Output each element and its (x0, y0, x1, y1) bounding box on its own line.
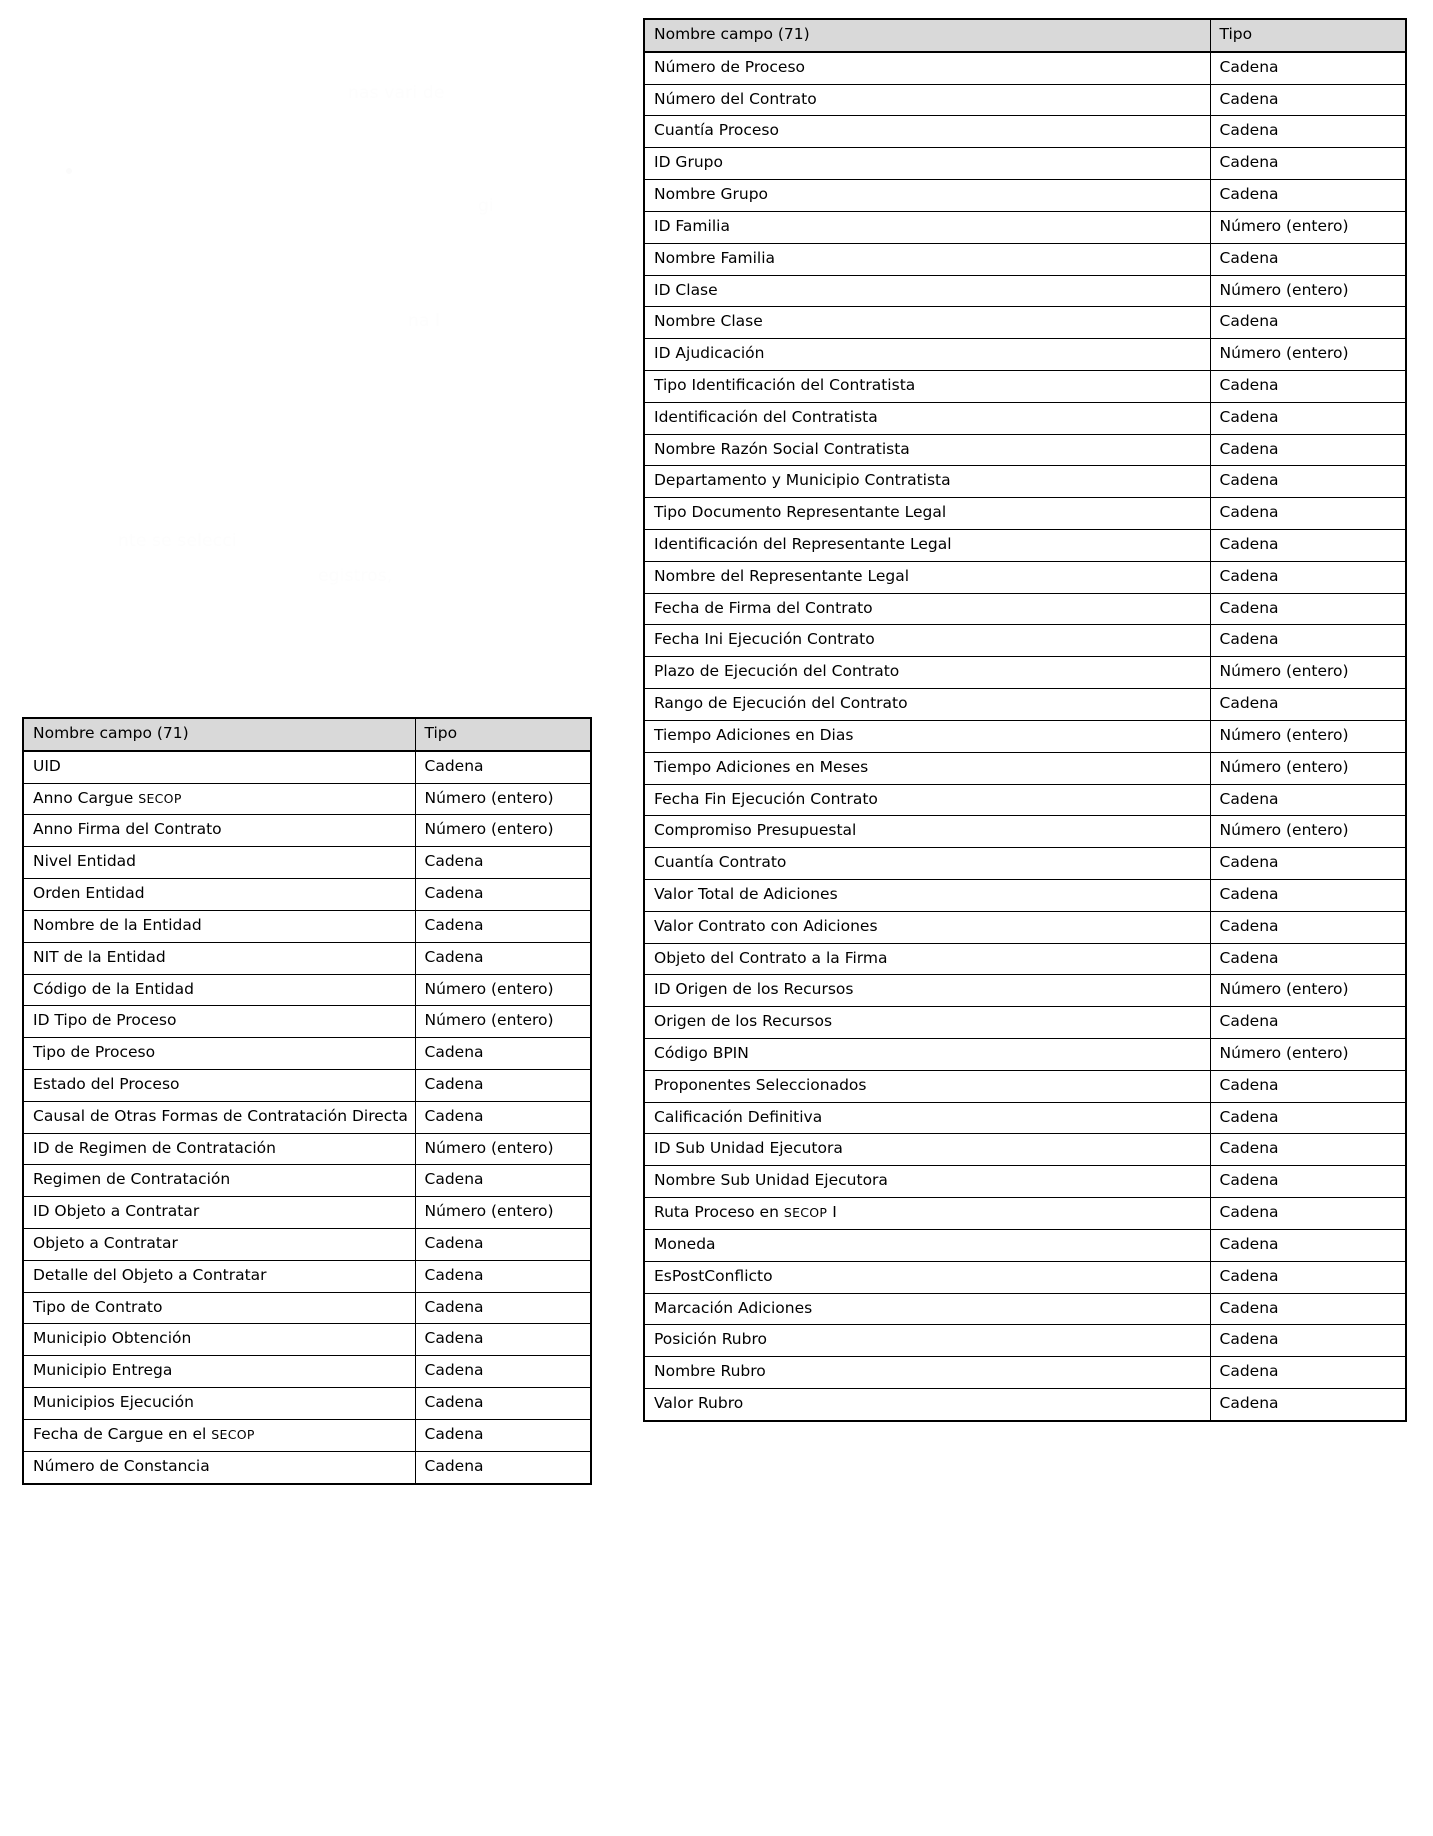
field-name-cell: Objeto a Contratar (23, 1229, 415, 1261)
table-row (23, 974, 591, 1006)
field-name-cell: Estado del Proceso (23, 1069, 415, 1101)
faded-text-line: na l (408, 311, 441, 331)
field-type-cell: Cadena (1210, 689, 1406, 721)
faded-text-line: nte se selecci (118, 531, 237, 551)
faded-background-text (28, 0, 603, 690)
field-name-cell: Cuantía Proceso (644, 116, 1210, 148)
table-row (23, 1197, 591, 1229)
field-type-cell: Número (entero) (1210, 657, 1406, 689)
field-name-cell: Nombre Clase (644, 307, 1210, 339)
field-type-cell: Cadena (415, 1260, 591, 1292)
table-row (23, 1069, 591, 1101)
field-name-cell: Detalle del Objeto a Contratar (23, 1260, 415, 1292)
field-name-cell: Fecha de Firma del Contrato (644, 593, 1210, 625)
table-row (644, 370, 1406, 402)
faded-text-line: egistros, (318, 566, 393, 586)
table-row (23, 1006, 591, 1038)
field-name-cell: ID Objeto a Contratar (23, 1197, 415, 1229)
field-type-cell: Cadena (415, 1165, 591, 1197)
field-type-cell: Cadena (1210, 498, 1406, 530)
table-row (23, 942, 591, 974)
table-header-row (644, 19, 1406, 52)
field-type-cell: Cadena (1210, 911, 1406, 943)
table-row (23, 879, 591, 911)
field-name-cell: Valor Rubro (644, 1388, 1210, 1420)
field-name-cell: Nombre de la Entidad (23, 910, 415, 942)
field-type-cell: Número (entero) (415, 1197, 591, 1229)
field-name-cell: Tiempo Adiciones en Dias (644, 720, 1210, 752)
field-type-cell: Cadena (415, 1101, 591, 1133)
right-field-table (643, 18, 1407, 1422)
field-type-cell: Cadena (1210, 848, 1406, 880)
table-row (23, 1356, 591, 1388)
field-type-cell: Cadena (1210, 84, 1406, 116)
field-name-cell: Nivel Entidad (23, 847, 415, 879)
field-type-cell: Cadena (1210, 1198, 1406, 1230)
left-field-table (22, 717, 592, 1485)
field-name-cell: Tipo Identificación del Contratista (644, 370, 1210, 402)
table-row (644, 561, 1406, 593)
column-header-tipo: Tipo (415, 718, 591, 751)
field-name-cell: Número de Proceso (644, 52, 1210, 84)
table-row (644, 84, 1406, 116)
field-name-cell: Objeto del Contrato a la Firma (644, 943, 1210, 975)
field-type-cell: Cadena (1210, 625, 1406, 657)
faded-text-line: gi (478, 196, 494, 216)
table-row (644, 180, 1406, 212)
table-row (23, 1038, 591, 1070)
field-name-cell: Valor Total de Adiciones (644, 879, 1210, 911)
field-type-cell: Cadena (415, 1229, 591, 1261)
field-type-cell: Número (entero) (415, 783, 591, 815)
table-row (644, 52, 1406, 84)
table-row (644, 911, 1406, 943)
field-name-cell: Código BPIN (644, 1039, 1210, 1071)
field-name-cell: EsPostConflicto (644, 1261, 1210, 1293)
table-row (644, 1198, 1406, 1230)
field-type-cell: Cadena (1210, 1134, 1406, 1166)
field-type-cell: Cadena (415, 1451, 591, 1483)
field-type-cell: Cadena (1210, 879, 1406, 911)
field-name-cell: Tipo Documento Representante Legal (644, 498, 1210, 530)
table-row (644, 1039, 1406, 1071)
field-name-cell: Nombre Familia (644, 243, 1210, 275)
table-row (644, 752, 1406, 784)
table-row (23, 1451, 591, 1483)
table-row (644, 816, 1406, 848)
left-table-head (23, 718, 591, 751)
field-type-cell: Cadena (1210, 530, 1406, 562)
table-row (644, 498, 1406, 530)
field-type-cell: Cadena (1210, 1102, 1406, 1134)
field-type-cell: Cadena (415, 1324, 591, 1356)
field-type-cell: Cadena (1210, 784, 1406, 816)
table-row (644, 1293, 1406, 1325)
table-row (644, 1261, 1406, 1293)
table-row (644, 689, 1406, 721)
field-type-cell: Número (entero) (1210, 339, 1406, 371)
table-row (644, 243, 1406, 275)
field-type-cell: Cadena (1210, 434, 1406, 466)
table-row (644, 1070, 1406, 1102)
field-name-cell: Compromiso Presupuestal (644, 816, 1210, 848)
table-row (23, 783, 591, 815)
field-name-cell: Calificación Definitiva (644, 1102, 1210, 1134)
field-type-cell: Cadena (1210, 1007, 1406, 1039)
field-type-cell: Cadena (1210, 1293, 1406, 1325)
field-name-cell: Número de Constancia (23, 1451, 415, 1483)
field-name-cell: UID (23, 751, 415, 783)
field-name-cell: Identificación del Representante Legal (644, 530, 1210, 562)
field-name-cell: Municipios Ejecución (23, 1388, 415, 1420)
table-row (644, 1166, 1406, 1198)
field-name-cell: NIT de la Entidad (23, 942, 415, 974)
field-type-cell: Número (entero) (415, 1133, 591, 1165)
table-row (23, 1324, 591, 1356)
table-row (644, 848, 1406, 880)
table-row (644, 784, 1406, 816)
field-name-cell: Tipo de Proceso (23, 1038, 415, 1070)
table-row (23, 1260, 591, 1292)
table-row (644, 1007, 1406, 1039)
field-type-cell: Cadena (415, 1356, 591, 1388)
table-row (644, 275, 1406, 307)
field-type-cell: Cadena (1210, 1070, 1406, 1102)
field-type-cell: Cadena (1210, 1325, 1406, 1357)
field-type-cell: Cadena (1210, 52, 1406, 84)
field-type-cell: Cadena (1210, 1261, 1406, 1293)
faded-bullet-marker (66, 168, 72, 174)
table-row (23, 910, 591, 942)
field-name-cell: ID de Regimen de Contratación (23, 1133, 415, 1165)
field-type-cell: Cadena (1210, 1229, 1406, 1261)
field-name-cell: Tipo de Contrato (23, 1292, 415, 1324)
field-name-cell: Valor Contrato con Adiciones (644, 911, 1210, 943)
field-type-cell: Número (entero) (1210, 720, 1406, 752)
field-name-cell: Departamento y Municipio Contratista (644, 466, 1210, 498)
field-name-cell: Marcación Adiciones (644, 1293, 1210, 1325)
table-row (644, 1388, 1406, 1420)
field-name-cell: Ruta Proceso en SECOP I (644, 1198, 1210, 1230)
table-row (644, 339, 1406, 371)
table-row (23, 1419, 591, 1451)
field-type-cell: Cadena (1210, 593, 1406, 625)
field-type-cell: Número (entero) (415, 1006, 591, 1038)
field-type-cell: Cadena (415, 1069, 591, 1101)
field-name-cell: ID Familia (644, 211, 1210, 243)
field-name-cell: ID Origen de los Recursos (644, 975, 1210, 1007)
field-type-cell: Cadena (415, 879, 591, 911)
table-row (644, 211, 1406, 243)
field-name-cell: Fecha de Cargue en el SECOP (23, 1419, 415, 1451)
field-type-cell: Cadena (415, 1388, 591, 1420)
field-type-cell: Cadena (1210, 466, 1406, 498)
field-type-cell: Número (entero) (1210, 816, 1406, 848)
field-type-cell: Número (entero) (415, 815, 591, 847)
table-row (644, 879, 1406, 911)
table-header-row (23, 718, 591, 751)
acronym-label: SECOP (138, 790, 182, 806)
field-name-cell: Nombre Rubro (644, 1357, 1210, 1389)
table-row (644, 657, 1406, 689)
field-name-cell: Nombre Grupo (644, 180, 1210, 212)
faded-text-line: nas vari de (348, 83, 445, 103)
table-row (644, 1325, 1406, 1357)
field-type-cell: Cadena (1210, 307, 1406, 339)
table-row (644, 434, 1406, 466)
field-name-cell: Código de la Entidad (23, 974, 415, 1006)
right-field-table-container (643, 18, 1405, 1422)
table-row (644, 1357, 1406, 1389)
field-type-cell: Cadena (1210, 1357, 1406, 1389)
field-type-cell: Cadena (415, 1292, 591, 1324)
field-name-cell: Fecha Fin Ejecución Contrato (644, 784, 1210, 816)
field-type-cell: Cadena (1210, 1166, 1406, 1198)
field-type-cell: Cadena (1210, 116, 1406, 148)
field-name-cell: Municipio Obtención (23, 1324, 415, 1356)
field-name-cell: Plazo de Ejecución del Contrato (644, 657, 1210, 689)
left-table-body (23, 751, 591, 1484)
field-name-cell: Rango de Ejecución del Contrato (644, 689, 1210, 721)
field-type-cell: Cadena (1210, 402, 1406, 434)
field-type-cell: Cadena (1210, 370, 1406, 402)
acronym-label: SECOP (783, 1205, 828, 1221)
field-name-cell: Identificación del Contratista (644, 402, 1210, 434)
field-type-cell: Número (entero) (1210, 1039, 1406, 1071)
field-type-cell: Cadena (415, 1038, 591, 1070)
field-type-cell: Cadena (1210, 180, 1406, 212)
table-row (23, 1133, 591, 1165)
table-row (644, 530, 1406, 562)
field-name-cell: Cuantía Contrato (644, 848, 1210, 880)
field-type-cell: Cadena (1210, 943, 1406, 975)
field-name-cell: Fecha Ini Ejecución Contrato (644, 625, 1210, 657)
field-type-cell: Cadena (1210, 243, 1406, 275)
table-row (23, 1101, 591, 1133)
field-name-cell: ID Ajudicación (644, 339, 1210, 371)
field-type-cell: Número (entero) (1210, 752, 1406, 784)
table-row (23, 751, 591, 783)
table-row (644, 307, 1406, 339)
field-type-cell: Número (entero) (1210, 275, 1406, 307)
table-row (644, 402, 1406, 434)
field-name-cell: Moneda (644, 1229, 1210, 1261)
column-header-tipo: Tipo (1210, 19, 1406, 52)
table-row (23, 1292, 591, 1324)
field-name-cell: Nombre Razón Social Contratista (644, 434, 1210, 466)
field-name-cell: Anno Cargue SECOP (23, 783, 415, 815)
table-row (23, 1165, 591, 1197)
field-name-cell: ID Sub Unidad Ejecutora (644, 1134, 1210, 1166)
field-name-cell: ID Grupo (644, 148, 1210, 180)
field-name-cell: Anno Firma del Contrato (23, 815, 415, 847)
table-row (644, 148, 1406, 180)
field-type-cell: Número (entero) (1210, 975, 1406, 1007)
table-row (23, 1388, 591, 1420)
field-name-cell: Causal de Otras Formas de Contratación Directa (23, 1101, 415, 1133)
field-type-cell: Cadena (1210, 1388, 1406, 1420)
table-row (644, 625, 1406, 657)
table-row (644, 720, 1406, 752)
field-type-cell: Cadena (1210, 561, 1406, 593)
field-type-cell: Número (entero) (1210, 211, 1406, 243)
field-name-cell: Origen de los Recursos (644, 1007, 1210, 1039)
table-row (644, 1134, 1406, 1166)
field-name-cell: Tiempo Adiciones en Meses (644, 752, 1210, 784)
left-field-table-container (22, 717, 590, 1485)
table-row (644, 1102, 1406, 1134)
field-name-cell: Orden Entidad (23, 879, 415, 911)
column-header-nombre-campo: Nombre campo (71) (644, 19, 1210, 52)
field-type-cell: Número (entero) (415, 974, 591, 1006)
field-type-cell: Cadena (1210, 148, 1406, 180)
field-name-cell: Nombre del Representante Legal (644, 561, 1210, 593)
table-row (644, 593, 1406, 625)
right-table-head (644, 19, 1406, 52)
table-row (644, 975, 1406, 1007)
table-row (644, 943, 1406, 975)
field-name-cell: Nombre Sub Unidad Ejecutora (644, 1166, 1210, 1198)
field-type-cell: Cadena (415, 910, 591, 942)
field-name-cell: ID Tipo de Proceso (23, 1006, 415, 1038)
acronym-label: SECOP (211, 1426, 255, 1442)
field-name-cell: Municipio Entrega (23, 1356, 415, 1388)
field-name-cell: ID Clase (644, 275, 1210, 307)
field-name-cell: Número del Contrato (644, 84, 1210, 116)
field-type-cell: Cadena (415, 1419, 591, 1451)
table-row (23, 1229, 591, 1261)
table-row (23, 847, 591, 879)
field-name-cell: Posición Rubro (644, 1325, 1210, 1357)
field-name-cell: Regimen de Contratación (23, 1165, 415, 1197)
field-type-cell: Cadena (415, 847, 591, 879)
field-name-cell: Proponentes Seleccionados (644, 1070, 1210, 1102)
field-type-cell: Cadena (415, 942, 591, 974)
table-row (644, 116, 1406, 148)
column-header-nombre-campo: Nombre campo (71) (23, 718, 415, 751)
table-row (23, 815, 591, 847)
right-table-body (644, 52, 1406, 1421)
table-row (644, 466, 1406, 498)
table-row (644, 1229, 1406, 1261)
field-type-cell: Cadena (415, 751, 591, 783)
